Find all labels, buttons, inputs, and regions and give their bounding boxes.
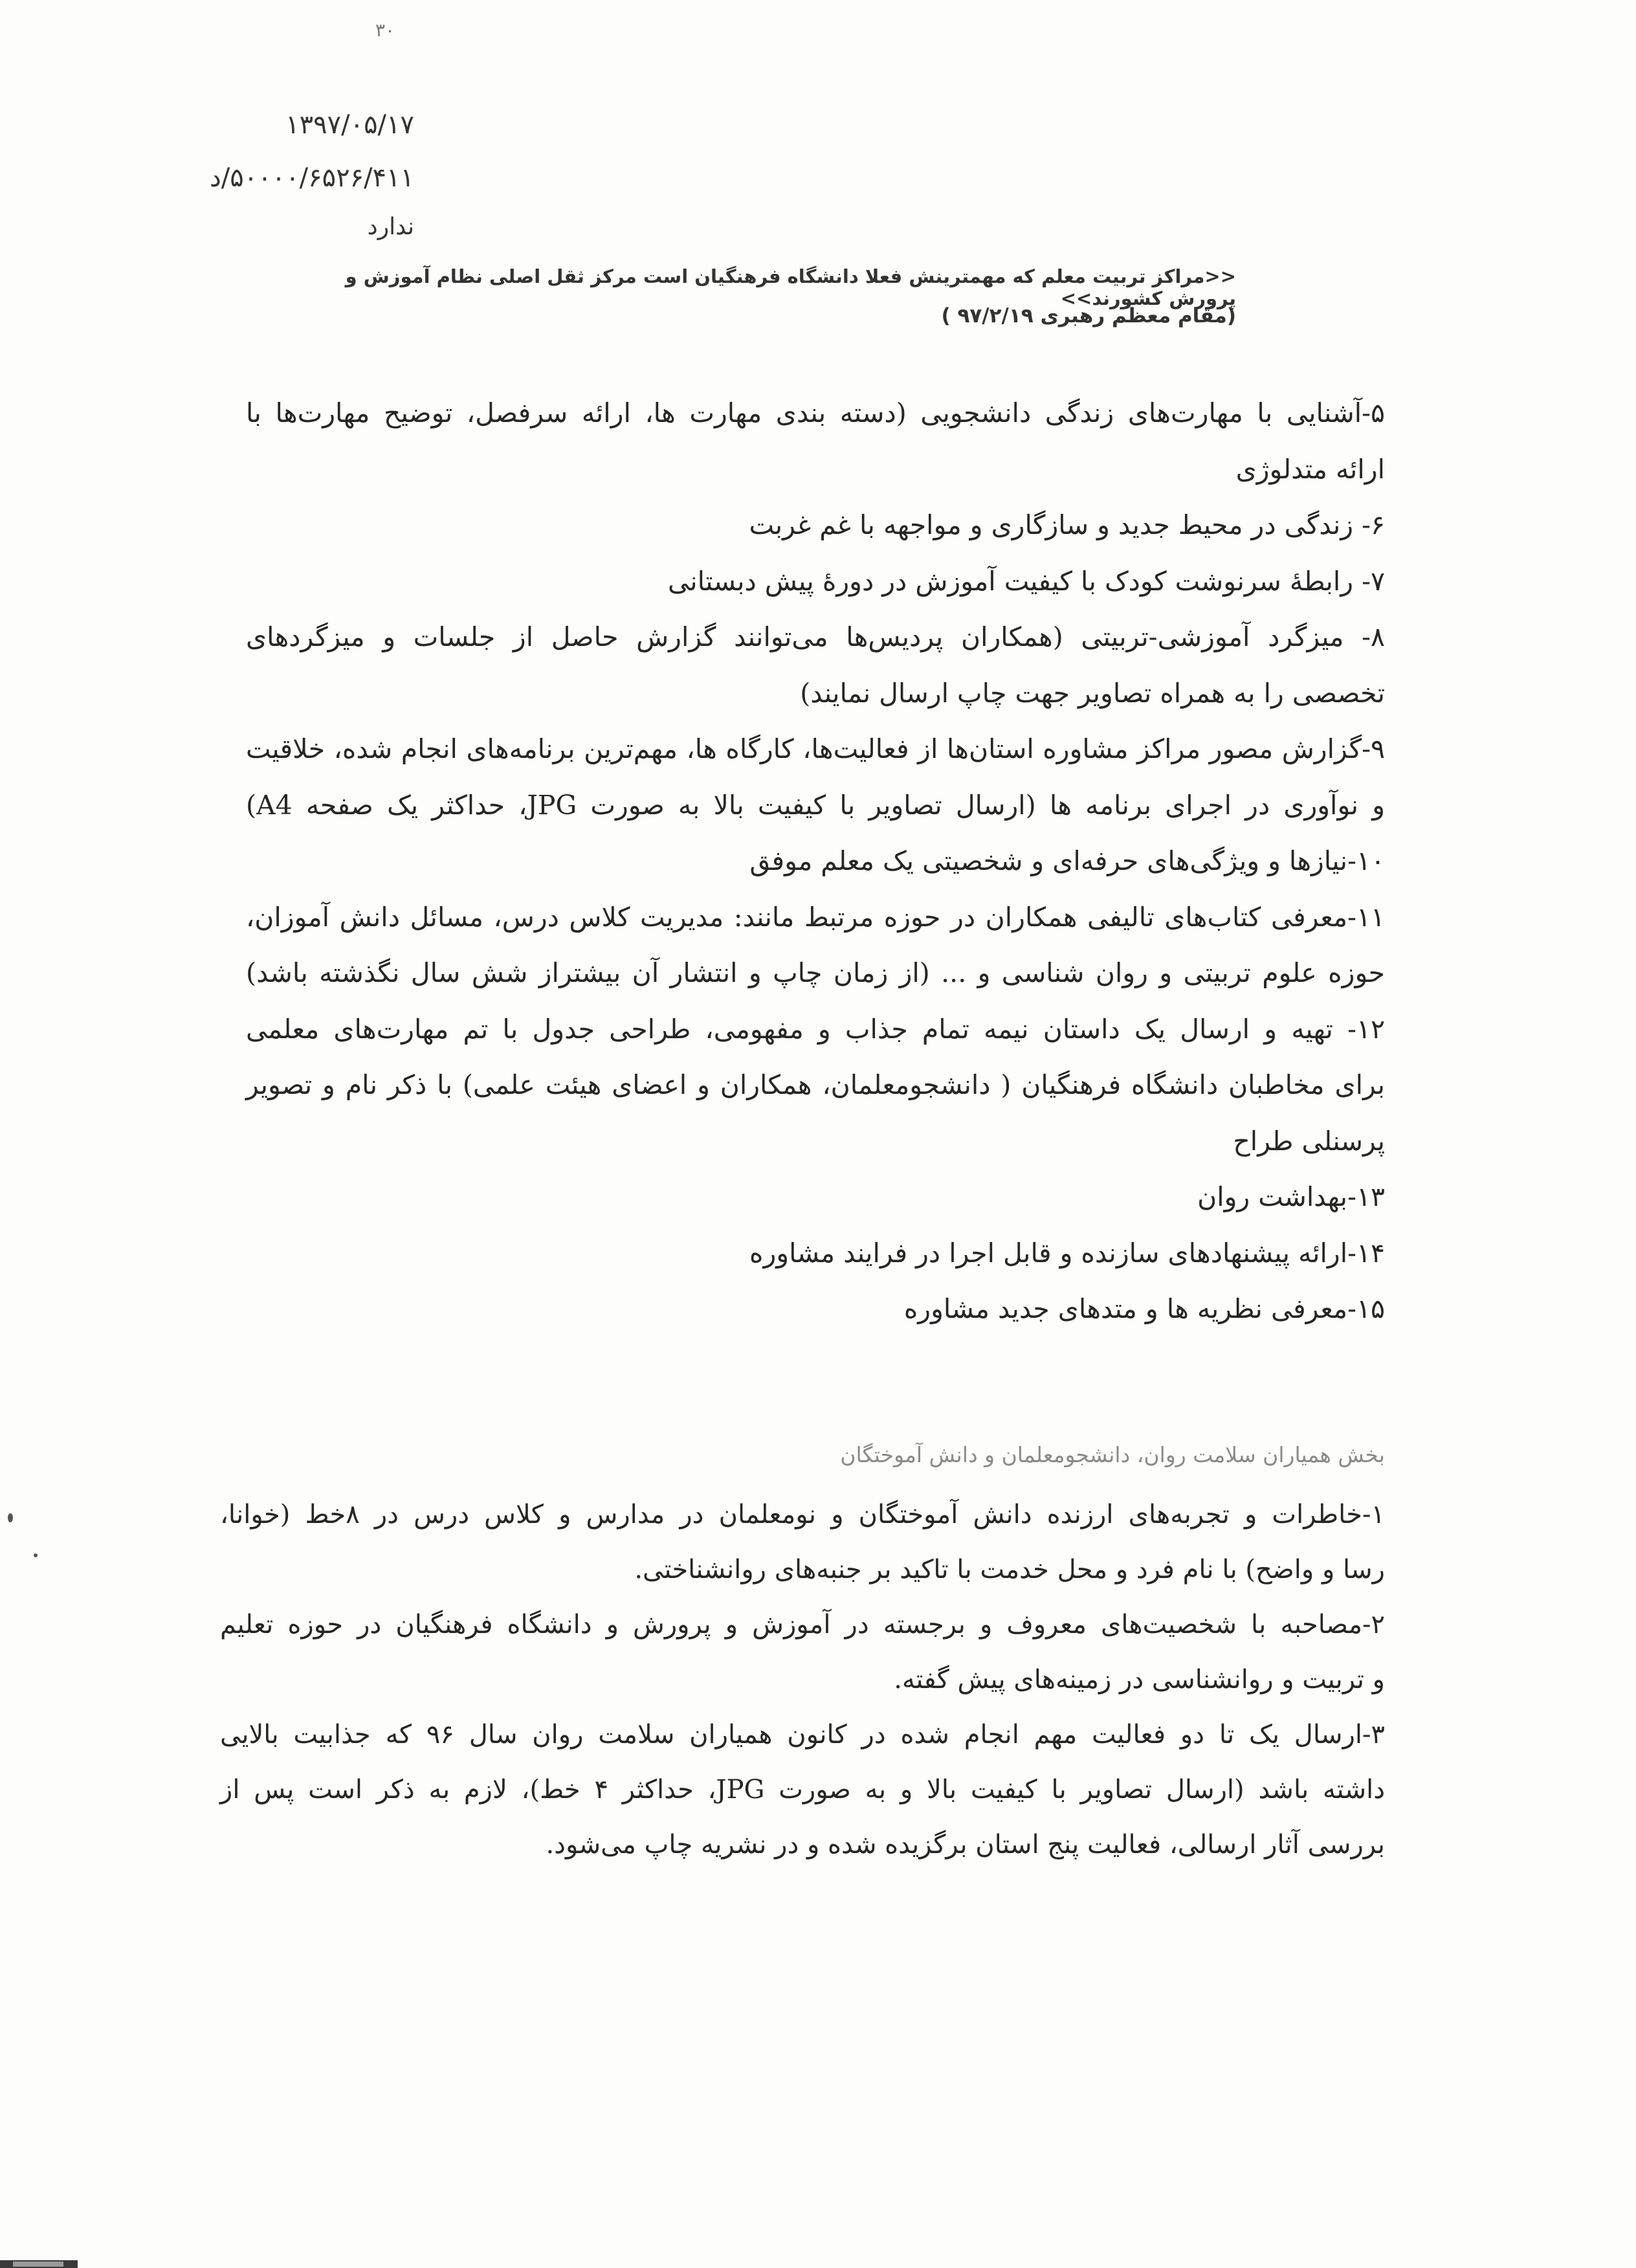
topic-line: و نوآوری در اجرای برنامه ها (ارسال تصاویر با کیفیت بالا به صورت JPG، حداکثر یک صفحه A4) <box>246 789 1385 821</box>
topic-line: ۱۵-معرفی نظریه ها و متدهای جدید مشاوره <box>903 1293 1385 1324</box>
topic-line: پرسنلی طراح <box>1233 1125 1385 1157</box>
scan-speck <box>8 1513 13 1522</box>
section-line: داشته باشد (ارسال تصاویر با کیفیت بالا و به صورت JPG، حداکثر ۴ خط)، لازم به ذکر است پس از <box>220 1775 1386 1805</box>
topic-line: ۷- رابطهٔ سرنوشت کودک با کیفیت آموزش در دورهٔ پیش دبستانی <box>668 565 1385 597</box>
topic-line: ۹-گزارش مصور مراکز مشاوره استان‌ها از فعالیت‌ها، کارگاه ها، مهم‌ترین برنامه‌های انجام شده، خلاقیت <box>246 733 1385 764</box>
topic-line: ۸- میزگرد آموزشی-تربیتی (همکاران پردیس‌ها می‌توانند گزارش حاصل از جلسات و میزگردهای <box>246 621 1385 652</box>
letter-number: ۵۰۰۰۰/۶۵۲۶/۴۱۱/د <box>209 163 414 193</box>
section-line: و تربیت و روانشناسی در زمینه‌های پیش گفته. <box>894 1665 1385 1695</box>
quote-source: (مقام معظم رهبری ۹۷/۲/۱۹ ) <box>941 304 1236 328</box>
section-line: ۲-مصاحبه با شخصیت‌های معروف و برجسته در آموزش و پرورش و دانشگاه فرهنگیان در حوزه تعلیم <box>220 1610 1385 1640</box>
footer-strip <box>0 2260 78 2268</box>
section-line: بررسی آثار ارسالی، فعالیت پنج استان برگزیده شده و در نشریه چاپ می‌شود. <box>546 1830 1385 1860</box>
topic-line: ۱۳-بهداشت روان <box>1197 1181 1385 1212</box>
section-line: ۳-ارسال یک تا دو فعالیت مهم انجام شده در کانون همیاران سلامت روان سال ۹۶ که جذابیت بالایی <box>220 1720 1385 1750</box>
section-line: رسا و واضح) با نام فرد و محل خدمت با تاکید بر جنبه‌های روانشناختی. <box>634 1555 1385 1584</box>
section-line: ۱-خاطرات و تجربه‌های ارزنده دانش آموختگان و نومعلمان در مدارس و کلاس درس در ۸خط (خوانا، <box>220 1500 1386 1529</box>
letter-attachment: ندارد <box>367 214 414 240</box>
topic-line: ۱۲- تهیه و ارسال یک داستان نیمه تمام جذاب و مفهومی، طراحی جدول با تم مهارت‌های معلمی <box>246 1013 1385 1045</box>
letter-date: ۱۳۹۷/۰۵/۱۷ <box>285 110 414 140</box>
topics-list <box>246 385 1385 1337</box>
topic-line: برای مخاطبان دانشگاه فرهنگیان ( دانشجومعلمان، همکاران و اعضای هیئت علمی) با ذکر نام و تصویر <box>246 1069 1385 1100</box>
topic-line: ۱۴-ارائه پیشنهادهای سازنده و قابل اجرا در فرایند مشاوره <box>749 1237 1385 1269</box>
topic-line: ۵-آشنایی با مهارت‌های زندگی دانشجویی (دسته بندی مهارت ها، ارائه سرفصل، توضیح مهارت‌ها با <box>246 397 1385 428</box>
scan-speck <box>34 1553 38 1557</box>
section-heading: بخش همیاران سلامت روان، دانشجومعلمان و دانش آموختگان <box>840 1442 1385 1467</box>
topic-line: ۱۱-معرفی کتاب‌های تالیفی همکاران در حوزه مرتبط مانند: مدیریت کلاس درس، مسائل دانش آموزان، <box>246 901 1385 933</box>
topic-line: حوزه علوم تربیتی و روان شناسی و ... (از زمان چاپ و انتشار آن بیشتراز شش سال نگذشته باشد) <box>246 957 1385 988</box>
topic-line: تخصصی را به همراه تصاویر جهت چاپ ارسال نمایند) <box>800 677 1385 709</box>
page-mark: ۳۰ <box>375 19 395 41</box>
section-list <box>220 1487 1385 1873</box>
topic-line: ارائه متدلوژی <box>1235 453 1385 485</box>
topic-line: ۶- زندگی در محیط جدید و سازگاری و مواجهه با غم غربت <box>749 509 1385 540</box>
topic-line: ۱۰-نیازها و ویژگی‌های حرفه‌ای و شخصیتی یک معلم موفق <box>749 845 1385 876</box>
leader-quote: <<مراکز تربیت معلم که مهمترینش فعلا دانشگاه فرهنگیان است مرکز ثقل اصلی نظام آموزش و پرورش کشورند>> <box>345 265 1236 309</box>
footer-watermark <box>13 2262 63 2267</box>
